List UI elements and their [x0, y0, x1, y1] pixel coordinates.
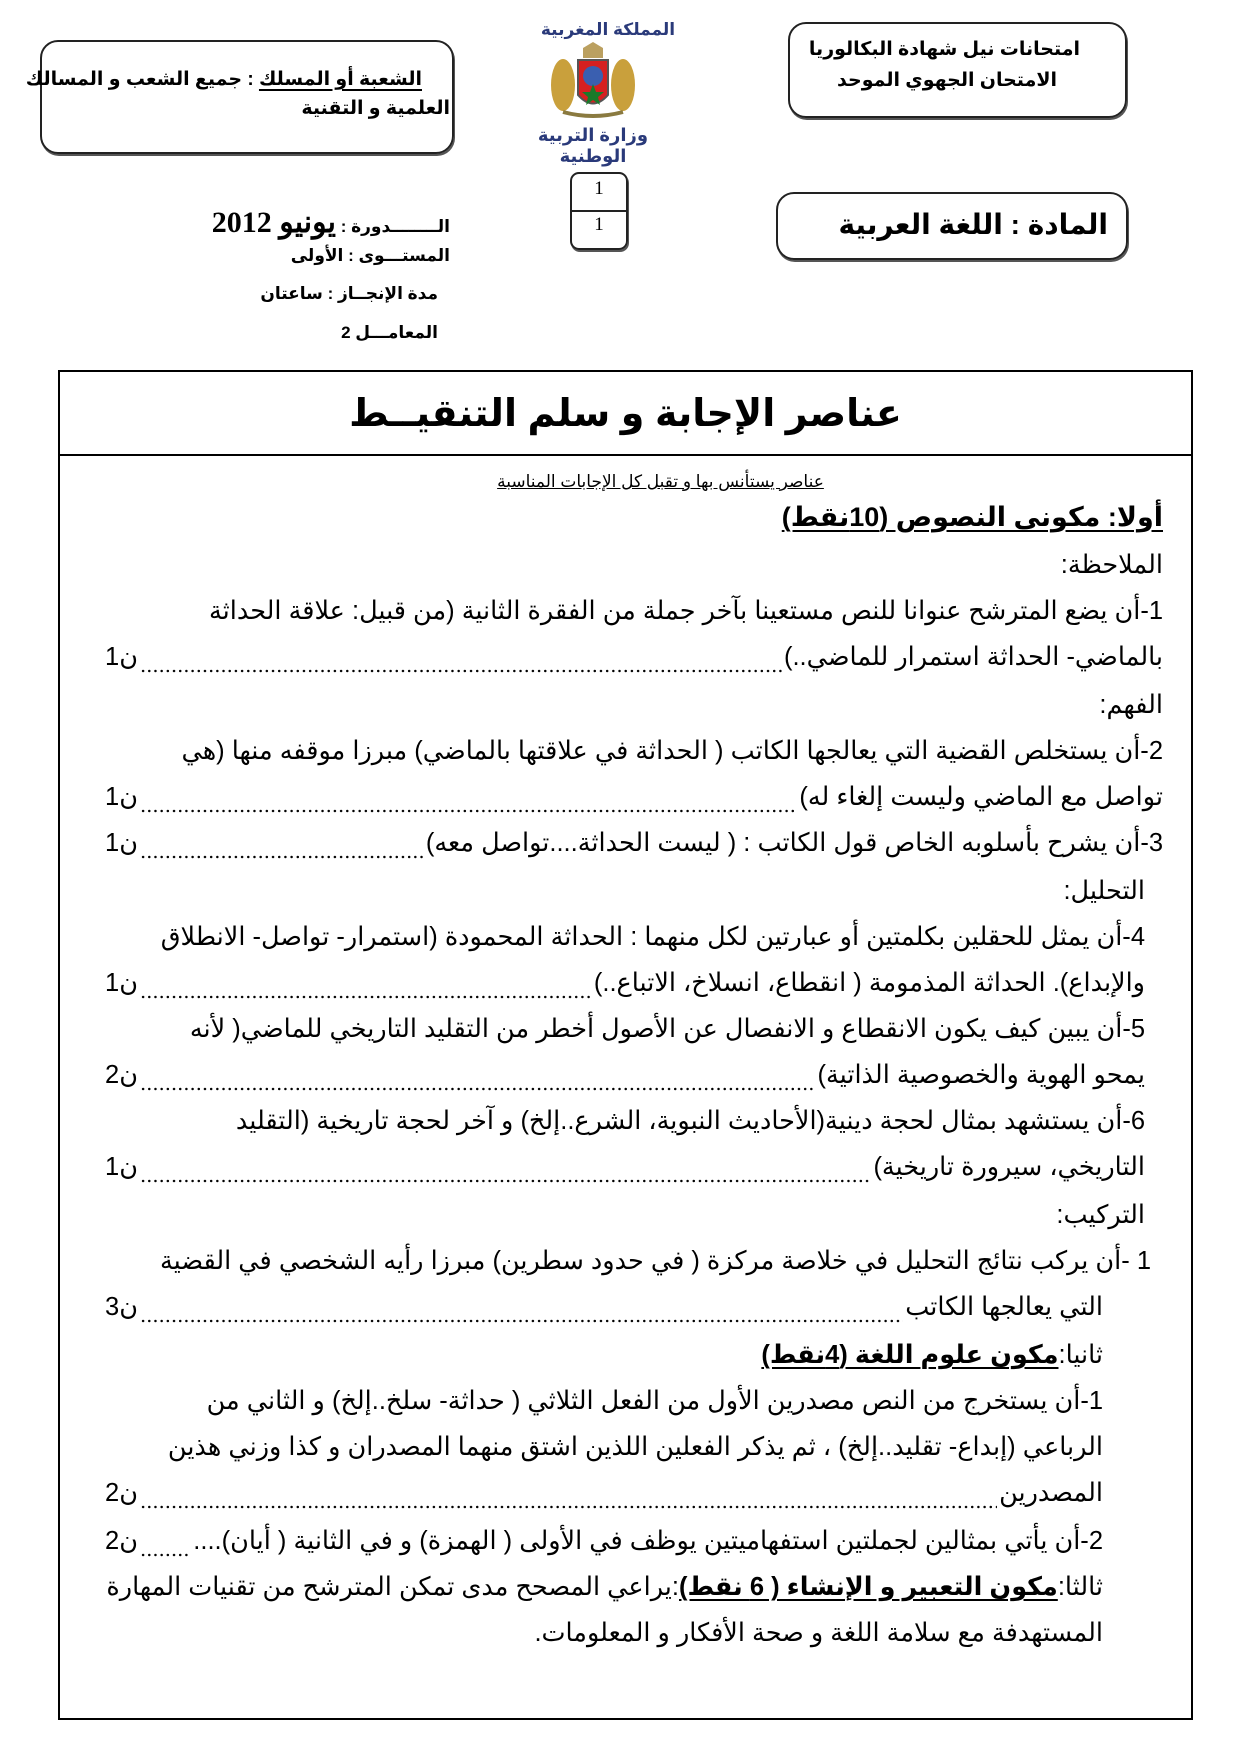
answer-line — [1056, 1200, 1145, 1240]
line-text: الملاحظة: — [1060, 551, 1163, 579]
duration: مدة الإنجــاز : ساعتان — [260, 284, 438, 303]
branch-line — [26, 68, 422, 91]
answer-line — [105, 1478, 1103, 1518]
score: 1ن — [105, 783, 138, 811]
dot-leader — [140, 1505, 997, 1509]
line-text: التركيب: — [1056, 1201, 1145, 1229]
line-text: :يراعي المصحح مدى تمكن المترشح من تقنيات المهارة — [106, 1573, 679, 1601]
ministry-logo — [508, 20, 678, 166]
page-counter — [570, 172, 628, 250]
exam-info-box — [788, 22, 1127, 118]
answer-line — [782, 502, 1163, 542]
line-text: التحليل: — [1063, 877, 1145, 905]
section-prefix: ثالثا: — [1057, 1573, 1103, 1601]
dot-leader — [140, 669, 782, 673]
answer-line — [161, 922, 1145, 962]
line-text: الفهم: — [1099, 691, 1163, 719]
line-text: بالماضي- الحداثة استمرار للماضي..) — [783, 643, 1163, 671]
answer-line — [1063, 876, 1145, 916]
score: 2ن — [105, 1479, 138, 1507]
exam-title-1: امتحانات نيل شهادة البكالوريا — [808, 39, 1080, 60]
answer-line — [236, 1106, 1145, 1146]
line-text: 5-أن يبين كيف يكون الانقطاع و الانفصال عن الأصول أخطر من التقليد التاريخي للماضي( لأنه — [189, 1015, 1145, 1043]
branch-value: : جميع الشعب و المسالك — [25, 69, 254, 90]
session-label: الــــــــدورة : — [340, 217, 450, 236]
score: 1ن — [105, 1153, 138, 1181]
subject-box — [776, 192, 1128, 260]
line-text: المصدرين — [999, 1479, 1103, 1507]
line-text: تواصل مع الماضي وليست إلغاء له) — [799, 783, 1163, 811]
answer-line — [1099, 690, 1163, 730]
line-text: 1 -أن يركب نتائج التحليل في خلاصة مركزة ( في حدود سطرين) مبرزا رأيه الشخصي في القضية — [159, 1247, 1151, 1275]
dot-leader — [140, 1087, 816, 1091]
answer-line — [105, 828, 1163, 868]
line-text: المستهدفة مع سلامة اللغة و صحة الأفكار و المعلومات. — [534, 1619, 1103, 1647]
score: 1ن — [105, 643, 138, 671]
section-prefix: ثانيا: — [1058, 1341, 1103, 1369]
dot-leader — [140, 1179, 872, 1183]
answer-line — [534, 1618, 1103, 1658]
subject: المادة : اللغة العربية — [838, 209, 1108, 240]
answer-line — [168, 1432, 1103, 1472]
line-text: 1-أن يستخرج من النص مصدرين الأول من الفعل الثلاثي ( حداثة- سلخ..إلخ) و الثاني من — [206, 1387, 1103, 1415]
dot-leader — [140, 855, 424, 859]
page-title: عناصر الإجابة و سلم التنقيــط — [60, 372, 1191, 456]
answer-line — [105, 1526, 1103, 1566]
line-text: التي يعالجها الكاتب — [905, 1293, 1103, 1321]
line-text: التاريخي، سيرورة تاريخية) — [873, 1153, 1145, 1181]
dot-leader — [140, 1319, 903, 1323]
score: 1ن — [105, 969, 138, 997]
session — [212, 205, 450, 240]
line-text: يمحو الهوية والخصوصية الذاتية) — [817, 1061, 1145, 1089]
answer-line — [761, 1340, 1103, 1380]
line-text: والإبداع). الحداثة المذمومة ( انقطاع، انسلاخ، الاتباع..) — [593, 969, 1145, 997]
answer-line — [160, 1246, 1151, 1286]
line-text: 2-أن يأتي بمثالين لجملتين استفهاميتين يوظف في الأولى ( الهمزة) و في الثانية ( أيان).... — [193, 1527, 1103, 1555]
answer-line — [105, 968, 1145, 1008]
answer-line — [105, 642, 1163, 682]
session-value: يونيو 2012 — [211, 206, 336, 239]
section-heading: مكون التعبير و الإنشاء ( 6 نقط) — [679, 1573, 1058, 1601]
branch-label: الشعبة أو المسلك — [258, 69, 422, 90]
dot-leader — [140, 1553, 191, 1557]
branch-box — [25, 40, 454, 154]
section-heading: مكون علوم اللغة (4نقط) — [761, 1341, 1059, 1369]
fraction-divider — [572, 210, 626, 212]
subtitle: عناصر يستأنس بها و تقبل كل الإجابات المناسبة — [497, 472, 824, 491]
score: 3ن — [105, 1293, 138, 1321]
line-text: 1-أن يضع المترشح عنوانا للنص مستعينا بآخر جملة من الفقرة الثانية (من قبيل: علاقة الحداثة — [208, 597, 1163, 625]
page-number: 1 — [594, 178, 604, 199]
answer-line — [1061, 550, 1163, 590]
line-text: 2-أن يستخلص القضية التي يعالجها الكاتب ( الحداثة في علاقتها بالماضي) مبرزا موقفه منها (هي — [181, 737, 1163, 765]
answer-line — [105, 1292, 1103, 1332]
score: 1ن — [105, 829, 138, 857]
logo-bottom-text: وزارة التربية الوطنية — [537, 125, 649, 166]
level: المستـــوى : الأولى — [290, 246, 450, 265]
answer-line — [181, 736, 1163, 776]
coat-of-arms-icon — [543, 40, 643, 120]
exam-title-2: الامتحان الجهوي الموحد — [837, 70, 1057, 91]
section-heading: أولا: مكونى النصوص (10نقط) — [781, 502, 1163, 532]
answer-key-box — [58, 370, 1193, 1720]
answer-line — [106, 1572, 1103, 1612]
line-text: 4-أن يمثل للحقلين بكلمتين أو عبارتين لكل منهما : الحداثة المحمودة (استمرار- تواصل- الانطلاق — [160, 923, 1145, 951]
line-text: الرباعي (إبداع- تقليد..إلخ) ، ثم يذكر الفعلين اللذين اشتق منهما المصدران و كذا وزني هذين — [167, 1433, 1103, 1461]
dot-leader — [140, 995, 592, 999]
answer-line — [190, 1014, 1145, 1054]
answer-line — [207, 1386, 1103, 1426]
answer-line — [105, 1060, 1145, 1100]
line-text: 6-أن يستشهد بمثال لحجة دينية(الأحاديث النبوية، الشرع..إلخ) و آخر لحجة تاريخية (التقليد — [235, 1107, 1145, 1135]
answer-line — [105, 1152, 1145, 1192]
page-total: 1 — [594, 214, 604, 235]
branch-value-2: العلمية و التقنية — [301, 98, 450, 119]
logo-top-text: المملكة المغربية — [540, 20, 676, 39]
answer-line — [209, 596, 1163, 636]
dot-leader — [140, 809, 797, 813]
coefficient: المعامـــل 2 — [341, 323, 438, 342]
line-text: 3-أن يشرح بأسلوبه الخاص قول الكاتب : ( ليست الحداثة....تواصل معه) — [425, 829, 1163, 857]
score: 2ن — [105, 1061, 138, 1089]
score: 2ن — [105, 1527, 138, 1555]
answer-line — [105, 782, 1163, 822]
